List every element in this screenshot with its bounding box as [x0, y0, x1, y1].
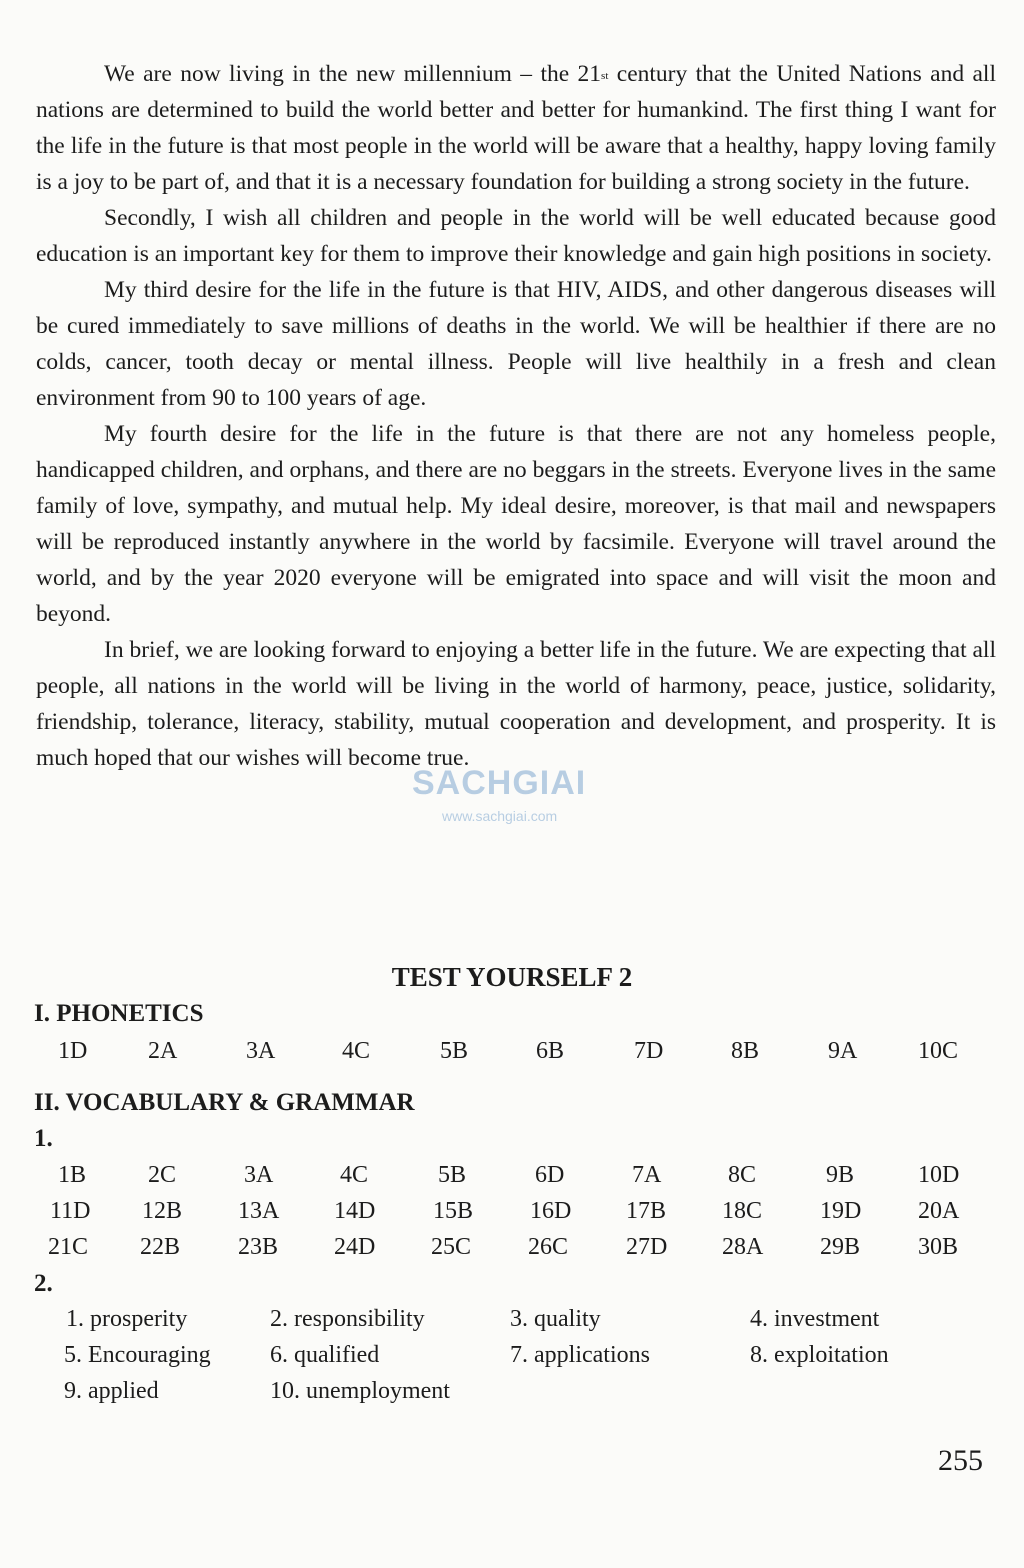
answer-item: 2C: [148, 1162, 177, 1188]
test-title: TEST YOURSELF 2: [391, 962, 633, 992]
superscript-st: st: [601, 70, 609, 82]
answer-item: 2A: [148, 1038, 178, 1064]
answer-item: 29B: [820, 1234, 861, 1260]
answer-item: 4C: [340, 1162, 369, 1188]
answer-item: 24D: [334, 1234, 376, 1260]
section-phonetics-heading: I. PHONETICS: [34, 1000, 204, 1027]
answer-item: 1D: [58, 1038, 88, 1064]
vocabulary-row-3: [0, 1378, 1024, 1414]
vocabulary-row-1: [0, 1306, 1024, 1342]
answer-item: 7D: [634, 1038, 664, 1064]
essay-paragraph-3: My third desire for the life in the future is that HIV, AIDS, and other dangerous diseases will be cured immediately to save millions of deaths in the world. We will be healthier if there are no colds, cancer, tooth decay or mental illness. People will live healthily in a fresh and clean environment from 90 to 100 years of age.: [36, 277, 996, 411]
answer-item: 16D: [530, 1198, 572, 1224]
vocabulary-item: 8. exploitation: [750, 1342, 889, 1368]
answer-item: 21C: [48, 1234, 89, 1260]
answer-item: 25C: [431, 1234, 472, 1260]
phonetics-answers-row: [0, 1038, 1024, 1074]
vocabulary-item: 9. applied: [64, 1378, 159, 1404]
answer-item: 22B: [140, 1234, 181, 1260]
essay-paragraph-2: Secondly, I wish all children and people in the world will be well educated because good education is an important key for them to improve their knowledge and gain high positions in society.: [36, 205, 996, 267]
answers-row-1: [0, 1162, 1024, 1198]
answer-item: 26C: [528, 1234, 569, 1260]
answer-item: 3A: [246, 1038, 276, 1064]
answer-item: 11D: [50, 1198, 91, 1224]
vocabulary-item: 4. investment: [750, 1306, 880, 1332]
answer-item: 30B: [918, 1234, 959, 1260]
answer-item: 5B: [438, 1162, 467, 1188]
answer-item: 5B: [440, 1038, 469, 1064]
answer-item: 27D: [626, 1234, 668, 1260]
answer-item: 19D: [820, 1198, 862, 1224]
page-number: 255: [938, 1444, 983, 1477]
answer-item: 20A: [918, 1198, 960, 1224]
answer-item: 9A: [828, 1038, 858, 1064]
answer-item: 10D: [918, 1162, 960, 1188]
answer-item: 12B: [142, 1198, 183, 1224]
answers-row-3: [0, 1234, 1024, 1270]
essay-paragraph-4: My fourth desire for the life in the future is that there are not any homeless people, handicapped children, and orphans, and there are no beggars in the streets. Everyone lives in the same family of love, sympathy, and mutual help. My ideal desire, moreover, is that mail and newspapers will be reproduced instantly anywhere in the world by facsimile. Everyone will travel around the world, and by the year 2020 everyone will be emigrated into space and will visit the moon and beyond.: [36, 421, 996, 627]
watermark-url: www.sachgiai.com: [442, 808, 558, 824]
answer-item: 28A: [722, 1234, 764, 1260]
answer-item: 8C: [728, 1162, 757, 1188]
answer-item: 10C: [918, 1038, 959, 1064]
essay-text: [36, 56, 996, 776]
essay-paragraph-1: We are now living in the new millennium – the 21st century that the United Nations and all nations are determined to build the world better and better for humankind. The first thing I want for the life in the future is that most people in the world will be aware that a healthy, happy loving family is a joy to be part of, and that it is a necessary foundation for building a strong society in the future.: [36, 61, 996, 195]
vocabulary-row-2: [0, 1342, 1024, 1378]
answer-item: 6B: [536, 1038, 565, 1064]
part-2-label: 2.: [34, 1270, 53, 1297]
answer-item: 13A: [238, 1198, 280, 1224]
vocabulary-item: 2. responsibility: [270, 1306, 425, 1332]
section-vocabulary-heading: II. VOCABULARY & GRAMMAR: [34, 1089, 415, 1116]
answer-item: 23B: [238, 1234, 279, 1260]
vocabulary-item: 10. unemployment: [270, 1378, 450, 1404]
part-1-label: 1.: [34, 1125, 53, 1152]
answer-item: 18C: [722, 1198, 763, 1224]
answer-item: 1B: [58, 1162, 87, 1188]
vocabulary-item: 3. quality: [510, 1306, 601, 1332]
watermark-text: SACHGIAI: [412, 764, 587, 802]
vocabulary-item: 6. qualified: [270, 1342, 380, 1368]
answer-item: 9B: [826, 1162, 855, 1188]
answer-item: 14D: [334, 1198, 376, 1224]
answer-item: 8B: [731, 1038, 760, 1064]
answer-item: 3A: [244, 1162, 274, 1188]
answers-row-2: [0, 1198, 1024, 1234]
answer-item: 4C: [342, 1038, 371, 1064]
answer-item: 7A: [632, 1162, 662, 1188]
answer-item: 17B: [626, 1198, 667, 1224]
answer-item: 15B: [433, 1198, 474, 1224]
vocabulary-item: 7. applications: [510, 1342, 650, 1368]
vocabulary-item: 5. Encouraging: [64, 1342, 211, 1368]
vocabulary-item: 1. prosperity: [66, 1306, 188, 1332]
essay-paragraph-5: In brief, we are looking forward to enjoying a better life in the future. We are expecting that all people, all nations in the world will be living in the world of harmony, peace, justice, solidarity, friendship, tolerance, literacy, stability, mutual cooperation and development, and prosperity. It is much hoped that our wishes will become true.: [36, 637, 996, 771]
answer-item: 6D: [535, 1162, 565, 1188]
